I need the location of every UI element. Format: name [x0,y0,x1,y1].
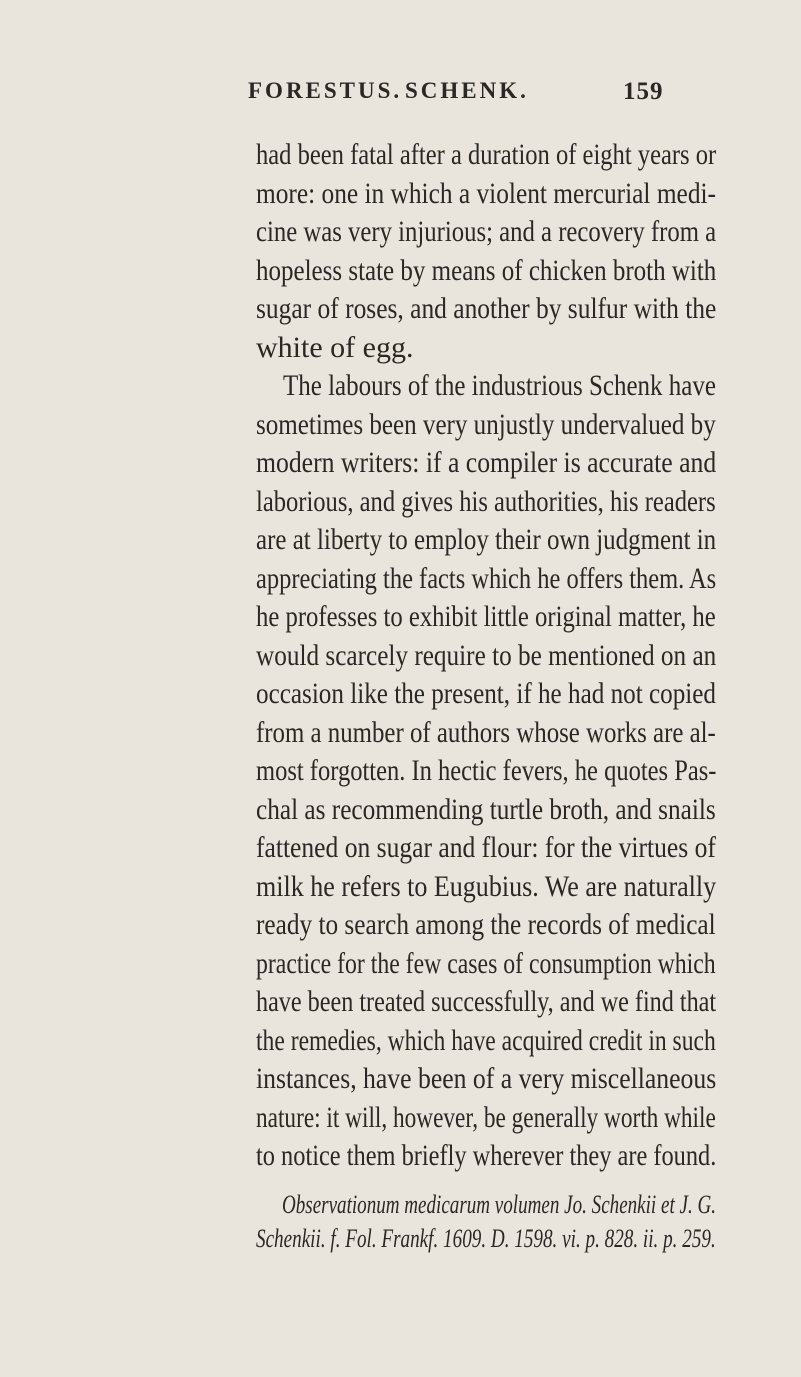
text-line: modern writers: if a compiler is accurate and [256,446,717,479]
text-line: cine was very injurious; and a recovery from a [256,215,717,248]
text-line: instances, have been of a very miscellaneous [256,1062,717,1095]
header-right-title: SCHENK. [405,78,529,103]
text-line: The labours of the industrious Schenk have [283,369,716,402]
text-line: occasion like the present, if he had not copied [256,677,716,710]
text-line: from a number of authors whose works are al- [256,715,716,749]
header-left-title: FORESTUS. [248,78,403,103]
text-line: ready to search among the records of medical [256,908,716,941]
text-line: chal as recommending turtle broth, and snails [256,792,716,826]
text-line: the remedies, which have acquired credit in such [256,1023,716,1057]
text-line: milk he refers to Eugubius. We are naturally [256,869,717,903]
text-line: appreciating the facts which he offers them. As [256,561,717,595]
text-line: laborious, and gives his authorities, his readers [256,484,716,518]
text-line: hopeless state by means of chicken broth with [256,253,717,287]
text-line: are at liberty to employ their own judgment in [256,523,717,556]
text-line: practice for the few cases of consumption which [256,946,716,980]
page-number: 159 [623,78,664,105]
text-line: have been treated successfully, and we find that [256,985,717,1018]
text-line: nature: it will, however, be generally worth while [256,1100,716,1134]
text-line: white of egg. [256,330,414,364]
text-line: most forgotten. In hectic fevers, he quotes Pas- [256,754,717,787]
text-line: fattened on sugar and flour: for the virtues of [256,831,716,864]
text-line: would scarcely require to be mentioned on an [256,638,717,672]
text-line: to notice them briefly wherever they are found. [256,1139,717,1172]
text-line: more: one in which a violent mercurial medi- [256,176,716,210]
text-line: sometimes been very unjustly undervalued by [256,407,716,441]
text-line: sugar of roses, and another by sulfur with the [256,292,717,325]
text-line: had been fatal after a duration of eight years or [256,138,717,171]
footnote-line: Schenkii. f. Fol. Frankf. 1609. D. 1598. vi. p. 828. ii. p. 259. [256,1224,716,1253]
footnote-line: Observationum medicarum volumen Jo. Schenkii et J. G. [282,1190,717,1219]
text-line: he professes to exhibit little original matter, he [256,600,716,633]
